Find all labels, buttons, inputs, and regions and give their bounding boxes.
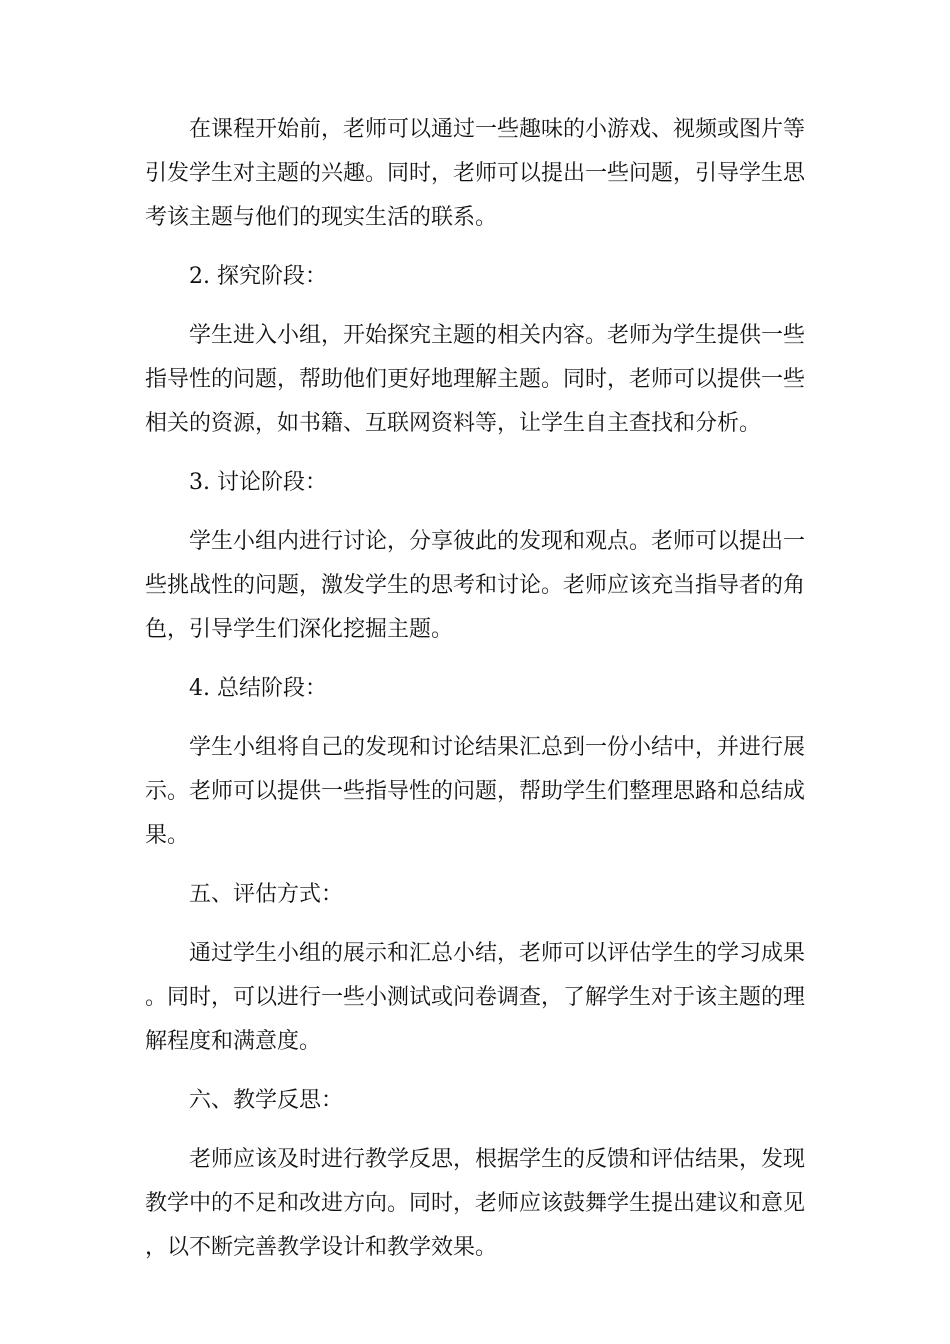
heading-summary-stage: 4. 总结阶段： xyxy=(189,676,327,701)
paragraph-intro: 在课程开始前，老师可以通过一些趣味的小游戏、视频或图片等引发学生对主题的兴趣。同时，老师可以提出一些问题，引导学生思考该主题与他们的现实生活的联系。 xyxy=(145,117,806,230)
heading-reflection: 六、教学反思： xyxy=(189,1088,344,1113)
paragraph-evaluation: 通过学生小组的展示和汇总小结，老师可以评估学生的学习成果。同时，可以进行一些小测试或问卷调查，了解学生对于该主题的理解程度和满意度。 xyxy=(145,941,806,1054)
paragraph-discussion: 学生小组内进行讨论，分享彼此的发现和观点。老师可以提出一些挑战性的问题，激发学生的思考和讨论。老师应该充当指导者的角色，引导学生们深化挖掘主题。 xyxy=(145,529,806,642)
heading-explore-stage: 2. 探究阶段： xyxy=(189,264,327,289)
heading-discussion-stage: 3. 讨论阶段： xyxy=(189,470,327,495)
paragraph-reflection: 老师应该及时进行教学反思，根据学生的反馈和评估结果，发现教学中的不足和改进方向。同时，老师应该鼓舞学生提出建议和意见，以不断完善教学设计和教学效果。 xyxy=(145,1147,806,1260)
paragraph-summary: 学生小组将自己的发现和讨论结果汇总到一份小结中，并进行展示。老师可以提供一些指导性的问题，帮助学生们整理思路和总结成果。 xyxy=(145,735,806,848)
paragraph-explore: 学生进入小组，开始探究主题的相关内容。老师为学生提供一些指导性的问题，帮助他们更好地理解主题。同时，老师可以提供一些相关的资源，如书籍、互联网资料等，让学生自主查找和分析。 xyxy=(145,323,806,436)
heading-evaluation: 五、评估方式： xyxy=(189,882,344,907)
document-body xyxy=(145,108,805,1285)
